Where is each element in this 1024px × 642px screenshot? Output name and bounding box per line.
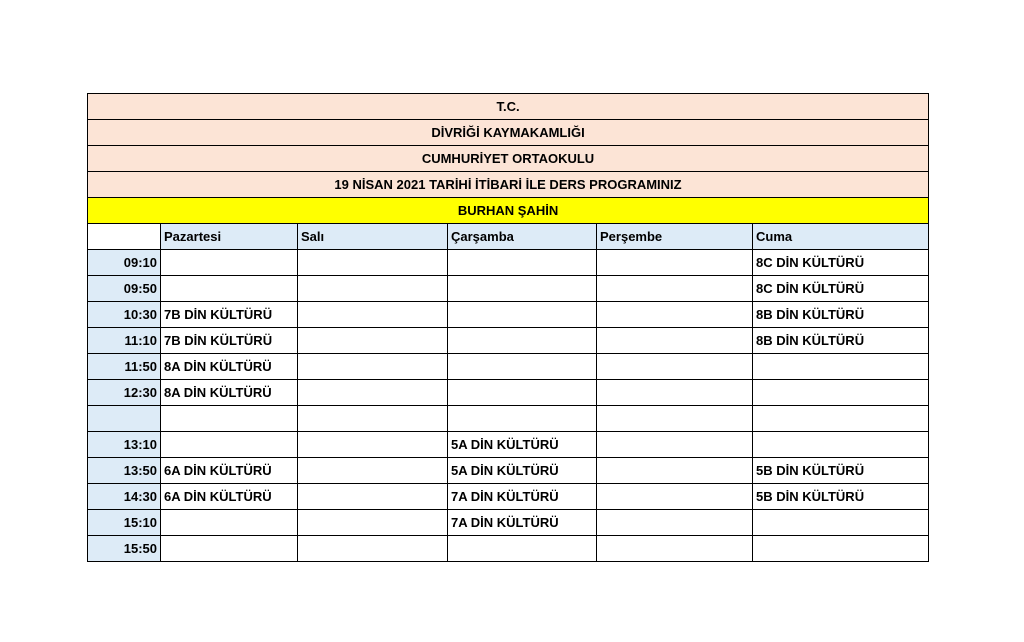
lesson-cell [597,380,753,406]
lesson-cell [161,432,298,458]
lesson-cell [298,276,448,302]
lesson-cell [448,354,597,380]
lesson-cell [298,432,448,458]
time-cell: 11:10 [88,328,161,354]
time-cell: 09:50 [88,276,161,302]
lesson-cell: 8B DİN KÜLTÜRÜ [753,328,929,354]
lesson-cell: 5B DİN KÜLTÜRÜ [753,484,929,510]
lesson-cell: 8A DİN KÜLTÜRÜ [161,354,298,380]
schedule-row [88,354,929,380]
corner-cell [88,224,161,250]
lesson-cell [298,328,448,354]
lesson-cell [597,276,753,302]
lesson-cell [597,458,753,484]
lesson-cell: 7A DİN KÜLTÜRÜ [448,484,597,510]
schedule-row [88,250,929,276]
lesson-cell [298,380,448,406]
lesson-cell [597,328,753,354]
lesson-cell: 5A DİN KÜLTÜRÜ [448,432,597,458]
lesson-cell [448,250,597,276]
header-line-1: T.C. [88,94,929,120]
lesson-cell [597,432,753,458]
time-cell: 13:10 [88,432,161,458]
header-line-3: CUMHURİYET ORTAOKULU [88,146,929,172]
day-header-row [88,224,929,250]
schedule-row [88,536,929,562]
lesson-cell [448,380,597,406]
lesson-cell [298,484,448,510]
schedule-row [88,432,929,458]
lesson-cell: 5A DİN KÜLTÜRÜ [448,458,597,484]
lesson-cell [753,432,929,458]
header-line-2: DİVRİĞİ KAYMAKAMLIĞI [88,120,929,146]
lesson-cell [597,510,753,536]
schedule-row [88,328,929,354]
lesson-cell [448,406,597,432]
lesson-cell [161,510,298,536]
time-cell [88,406,161,432]
lesson-cell [448,276,597,302]
teacher-name: BURHAN ŞAHİN [88,198,929,224]
lesson-cell [161,250,298,276]
lesson-cell [597,354,753,380]
day-header: Salı [298,224,448,250]
lesson-cell [448,536,597,562]
schedule-table [87,93,929,562]
lesson-cell [753,406,929,432]
schedule-row [88,380,929,406]
schedule-row [88,458,929,484]
lesson-cell [298,458,448,484]
lesson-cell [298,302,448,328]
lesson-cell [298,536,448,562]
time-cell: 09:10 [88,250,161,276]
lesson-cell [161,276,298,302]
day-header: Çarşamba [448,224,597,250]
lesson-cell: 8C DİN KÜLTÜRÜ [753,250,929,276]
time-cell: 13:50 [88,458,161,484]
lesson-cell: 7B DİN KÜLTÜRÜ [161,328,298,354]
lesson-cell: 7B DİN KÜLTÜRÜ [161,302,298,328]
day-header: Perşembe [597,224,753,250]
time-cell: 11:50 [88,354,161,380]
lesson-cell [753,380,929,406]
lesson-cell [597,250,753,276]
lesson-cell [298,354,448,380]
lesson-cell: 6A DİN KÜLTÜRÜ [161,484,298,510]
lesson-cell [597,302,753,328]
lesson-cell [161,406,298,432]
lesson-cell: 5B DİN KÜLTÜRÜ [753,458,929,484]
lesson-cell [597,536,753,562]
lesson-cell: 6A DİN KÜLTÜRÜ [161,458,298,484]
time-cell: 10:30 [88,302,161,328]
lesson-cell [597,484,753,510]
lesson-cell [298,510,448,536]
time-cell: 14:30 [88,484,161,510]
lesson-cell: 7A DİN KÜLTÜRÜ [448,510,597,536]
time-cell: 15:50 [88,536,161,562]
header-line-4: 19 NİSAN 2021 TARİHİ İTİBARİ İLE DERS PROGRAMINIZ [88,172,929,198]
time-cell: 15:10 [88,510,161,536]
schedule-row [88,302,929,328]
lesson-cell: 8B DİN KÜLTÜRÜ [753,302,929,328]
lesson-cell [753,354,929,380]
schedule-row [88,406,929,432]
lesson-cell [161,536,298,562]
lesson-cell [448,302,597,328]
lesson-cell [597,406,753,432]
lesson-cell: 8A DİN KÜLTÜRÜ [161,380,298,406]
time-cell: 12:30 [88,380,161,406]
lesson-cell [448,328,597,354]
day-header: Pazartesi [161,224,298,250]
lesson-cell [298,250,448,276]
day-header: Cuma [753,224,929,250]
schedule-row [88,276,929,302]
lesson-cell [298,406,448,432]
schedule-row [88,484,929,510]
lesson-cell [753,536,929,562]
lesson-cell: 8C DİN KÜLTÜRÜ [753,276,929,302]
schedule-row [88,510,929,536]
lesson-cell [753,510,929,536]
